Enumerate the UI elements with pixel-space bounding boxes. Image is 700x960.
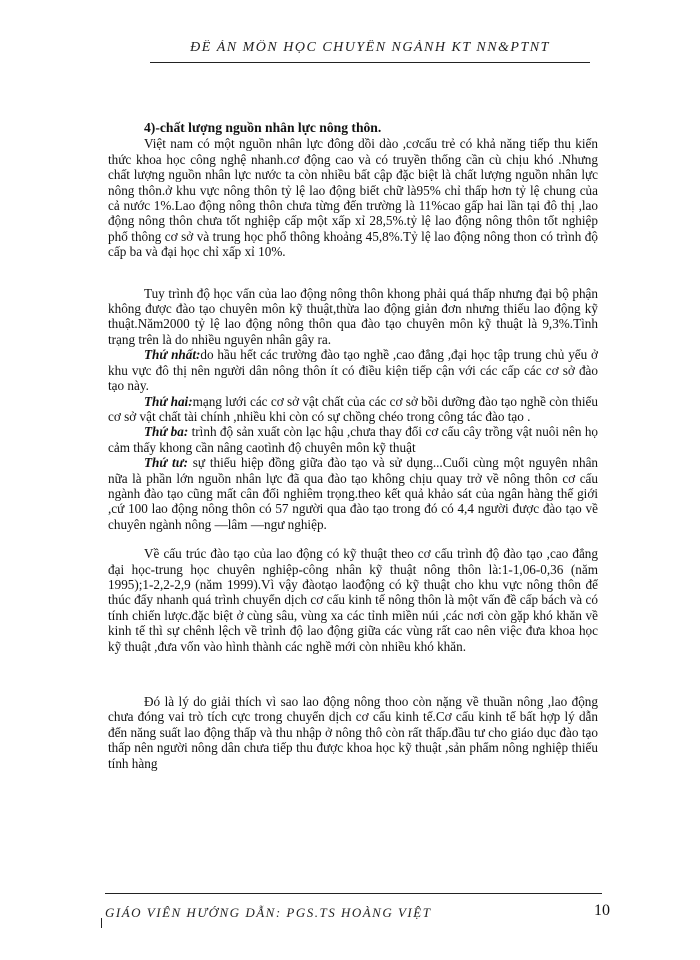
reason-label: Thứ hai: <box>144 393 193 409</box>
reason-text: do hầu hết các trường đào tạo nghề ,cao đẳng ,đại học tập trung chủ yếu ở khu vực đô thị nên người dân nông thôn ít có điều kiện tiếp cận với các cấp các cơ sở đào tạo này. <box>108 347 599 394</box>
paragraph-reason-2 <box>108 394 598 425</box>
margin-mark <box>101 918 102 928</box>
reason-text: sự thiếu hiệp đồng giữa đào tạo và sử dụng...Cuối cùng một nguyên nhân nữa là phần lớn nguồn nhân lực đã qua đào tạo không chịu quay trở về nông thôn cơ cấu ngành đào tạo cũng mất cân đối nghiêm trọng.theo kết quả khảo sát của ngân hàng thế giới ,cứ 100 lao động nông thôn có 57 người qua đào tạo trong đó có 4,4 người được đào tạo về chuyên ngành nông —lâm —ngư nghiệp. <box>108 455 599 532</box>
running-header: ĐỀ ÁN MÔN HỌC CHUYÊN NGÀNH KT NN&PTNT <box>190 40 550 55</box>
footer-rule <box>105 893 602 894</box>
reason-text: trình độ sản xuất còn lạc hậu ,chưa thay đổi cơ cấu cây trồng vật nuôi nên họ cảm thấy khong cần nâng caotình độ chuyên môn kỹ thuật <box>108 424 599 455</box>
page-number: 10 <box>594 902 610 919</box>
spacer <box>108 654 598 694</box>
reason-label: Thứ tư: <box>144 455 189 471</box>
document-body <box>108 120 598 771</box>
section-title: 4)-chất lượng nguồn nhân lực nông thôn. <box>144 120 382 135</box>
paragraph-reason-4 <box>108 455 598 532</box>
paragraph-1: Việt nam có một nguồn nhân lực đông dồi dào ,cơcấu trẻ có khả năng tiếp thu kiến thức khoa học công nghệ nhanh.cơ động cao và có truyền thống cần cù chịu khó .Nhưng chất lượng nguồn nhân lực nước ta còn nhiều bất cập đặc biệt là chất lượng nguồn nhân lực nông thôn.ở khu vực nông thôn tỷ lệ lao động biết chữ là95% chỉ thấp hơn tỷ lệ chung của cả nước 1%.Lao động nông thôn chưa từng đến trường là 11%cao gấp hai lần tại đô thị ,lao động nông thôn chưa tốt nghiệp cấp một xấp xỉ 28,5%.tỷ lệ lao động nông thôn tốt nghiệp phổ thông cơ sở và trung học phổ thông khoảng 45,8%.Tỷ lệ lao động nông thon có trình độ cấp ba và đại học chỉ xấp xỉ 10%. <box>108 136 598 260</box>
spacer <box>108 260 598 286</box>
paragraph-8: Đó là lý do giải thích vì sao lao động nông thoo còn nặng về thuần nông ,lao động chưa đóng vai trò tích cực trong chuyển dịch cơ cấu kinh tế.Cơ cấu kinh tế bất hợp lý dẫn đến năng suất lao động thấp và thu nhập ở nông thô còn rất thấp.đầu tư cho giáo dục đào tạo thấp nên người nông dân chưa tiếp thu được khoa học kỹ thuật ,sản phẩm nông nghiệp thiếu tính hàng <box>108 694 598 771</box>
header-rule <box>150 62 590 63</box>
spacer <box>108 532 598 546</box>
reason-text: mạng lưới các cơ sở vật chất của các cơ sở bồi dưỡng đào tạo nghề còn thiếu cơ sở vật chất tài chính ,nhiều khi còn có sự chồng chéo trong công tác đào tạo . <box>108 393 598 424</box>
reason-label: Thứ nhất: <box>144 347 201 363</box>
reason-label: Thứ ba: <box>144 424 189 440</box>
paragraph-2: Tuy trình độ học vấn của lao động nông thôn khong phải quá thấp nhưng đại bộ phận không được đào tạo chuyên môn kỹ thuật,thừa lao động giản đơn nhưng thiếu lao động kỹ thuật.Năm2000 tỷ lệ lao động nông thôn qua đào tạo chuyên môn kỹ thuật là 9,3%.Tình trạng trên là do nhiều nguyên nhân gây ra. <box>108 285 598 347</box>
paragraph-reason-3 <box>108 424 598 455</box>
running-footer: GIÁO VIÊN HƯỚNG DẪN: PGS.TS HOÀNG VIỆT <box>105 905 432 920</box>
paragraph-reason-1 <box>108 347 598 393</box>
paragraph-7: Về cấu trúc đào tạo của lao động có kỹ thuật theo cơ cấu trình độ đào tạo ,cao đẳng đại học-trung học chuyên nghiệp-công nhân kỹ thuật nông thôn là:1-1,06-0,36 (năm 1995);1-2,2-2,9 (năm 1999).Vì vậy đàotạo laođộng có kỹ thuật cho khu vực nông thôn để thúc đẩy nhanh quá trình chuyển dịch cơ cấu kinh tế nông thôn là một vấn đề cấp bách và có tính chiến lược.đặc biệt ở cùng sâu, vùng xa các tỉnh miền núi ,các nơi còn gặp khó khăn về kinh tế thì sự chênh lệch về trình độ lao động giữa các vùng rất cao nên việc đưa khoa học kỹ thuật ,đưa vốn vào hình thành các nghề mới còn nhiều khó khăn. <box>108 546 598 654</box>
